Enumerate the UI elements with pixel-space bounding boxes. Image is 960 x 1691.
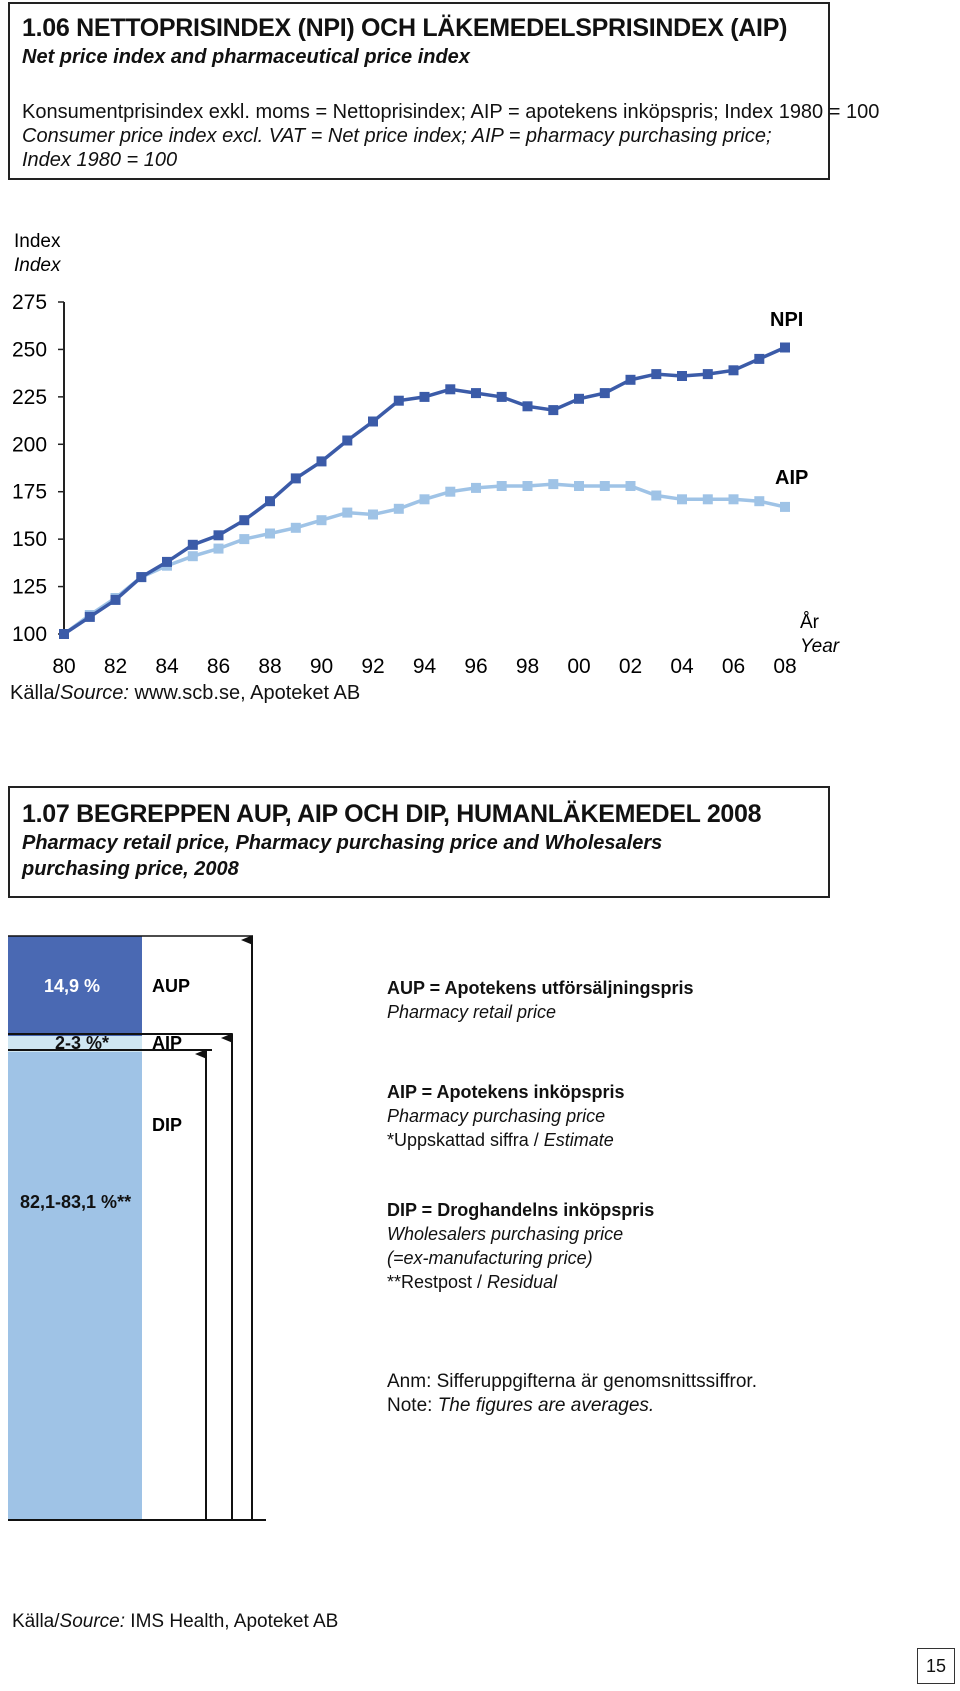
section1-description-sv: Konsumentprisindex exkl. moms = Nettoprisindex; AIP = apotekens inköpspris; Index 1980 = 100 <box>22 101 880 123</box>
data-point-aip <box>239 534 249 544</box>
data-point-aip <box>317 515 327 525</box>
data-point-npi <box>548 405 558 415</box>
data-point-npi <box>626 375 636 385</box>
dip-segment <box>8 1052 142 1520</box>
dip-label: DIP <box>152 1115 183 1135</box>
chart2-source-text: IMS Health, Apoteket AB <box>125 1611 339 1632</box>
aip-label: AIP <box>152 1033 183 1053</box>
x-tick-label: 96 <box>464 655 488 678</box>
data-point-aip <box>600 481 610 491</box>
chart2-source-label: Källa/ <box>12 1611 60 1632</box>
data-point-npi <box>188 540 198 550</box>
dip-definition-en-line2: (=ex-manufacturing price) <box>387 1248 593 1268</box>
y-tick-label: 100 <box>12 623 48 646</box>
chart1-source-label: Källa/ <box>10 682 61 704</box>
data-point-npi <box>420 392 430 402</box>
page-number: 15 <box>917 1648 955 1684</box>
aip-footnote <box>387 1128 614 1152</box>
data-point-aip <box>677 494 687 504</box>
aup-definition-en: Pharmacy retail price <box>387 1002 557 1022</box>
y-tick-label: 125 <box>12 575 48 599</box>
data-point-npi <box>703 369 713 379</box>
dip-definition-en-line1: Wholesalers purchasing price <box>387 1224 624 1244</box>
x-tick-label: 90 <box>309 655 334 678</box>
x-tick-label: 98 <box>515 655 540 678</box>
price-index-line-chart <box>0 220 900 700</box>
data-point-aip <box>548 479 558 489</box>
data-point-aip <box>188 551 198 561</box>
dip-footnote-sv: **Restpost / <box>387 1272 488 1292</box>
section2-subtitle-line1: Pharmacy retail price, Pharmacy purchasing price and Wholesalers <box>22 832 663 854</box>
x-axis-label: År <box>800 612 819 633</box>
chart1-source-text: www.scb.se, Apoteket AB <box>128 682 361 704</box>
data-point-aip <box>394 504 404 514</box>
data-point-npi <box>754 354 764 364</box>
data-point-npi <box>445 384 455 394</box>
data-point-npi <box>342 436 352 446</box>
aup-label: AUP <box>152 976 191 996</box>
section2-header-box <box>8 786 830 898</box>
data-point-aip <box>574 481 584 491</box>
data-point-npi <box>85 612 95 622</box>
aup-percent: 14,9 % <box>43 976 101 996</box>
data-point-npi <box>394 396 404 406</box>
x-tick-label: 04 <box>670 655 694 678</box>
data-point-aip <box>703 494 713 504</box>
x-tick-label: 82 <box>103 655 128 678</box>
data-point-npi <box>677 371 687 381</box>
data-point-npi <box>368 417 378 427</box>
aup-definition: AUP = Apotekens utförsäljningspris <box>387 978 694 998</box>
x-tick-label: 92 <box>361 655 385 678</box>
x-tick-label: 08 <box>773 655 797 678</box>
data-point-aip <box>342 508 352 518</box>
y-tick-label: 200 <box>12 433 48 457</box>
x-tick-label: 02 <box>618 655 643 678</box>
aip-footnote-sv: *Uppskattad siffra / <box>387 1130 544 1150</box>
data-point-aip <box>291 523 301 533</box>
chart2-source <box>12 1610 338 1634</box>
data-point-npi <box>291 473 301 483</box>
series-line-npi <box>64 348 785 635</box>
x-axis-label-en: Year <box>800 636 840 657</box>
section1-description-en-line2: Index 1980 = 100 <box>22 149 178 171</box>
x-tick-label: 80 <box>52 655 76 678</box>
data-point-npi <box>214 530 224 540</box>
dip-footnote <box>387 1270 557 1294</box>
data-point-aip <box>780 502 790 512</box>
section2-title: 1.07 BEGREPPEN AUP, AIP OCH DIP, HUMANLÄKEMEDEL 2008 <box>22 800 762 828</box>
aip-footnote-en: Estimate <box>543 1130 614 1150</box>
data-point-npi <box>136 572 146 582</box>
x-tick-label: 00 <box>567 655 591 678</box>
y-tick-label: 225 <box>12 385 48 409</box>
data-point-npi <box>111 595 121 605</box>
data-point-aip <box>445 487 455 497</box>
x-tick-label: 88 <box>258 655 282 678</box>
section1-subtitle: Net price index and pharmaceutical price index <box>22 46 470 68</box>
dip-percent: 82,1-83,1 %** <box>20 1192 132 1212</box>
data-point-npi <box>523 401 533 411</box>
dip-definition: DIP = Droghandelns inköpspris <box>387 1200 655 1220</box>
y-tick-label: 250 <box>12 338 48 362</box>
x-tick-label: 06 <box>721 655 746 678</box>
data-point-aip <box>754 496 764 506</box>
series-label-npi: NPI <box>770 309 804 331</box>
data-point-npi <box>317 456 327 466</box>
data-point-npi <box>471 388 481 398</box>
note-en <box>387 1394 654 1418</box>
chart2-source-label-en: Source: <box>59 1611 126 1632</box>
data-point-aip <box>651 491 661 501</box>
data-point-npi <box>780 343 790 353</box>
x-tick-label: 86 <box>206 655 231 678</box>
x-tick-label: 94 <box>412 655 437 678</box>
data-point-npi <box>600 388 610 398</box>
data-point-aip <box>523 481 533 491</box>
data-point-npi <box>729 365 739 375</box>
data-point-npi <box>59 629 69 639</box>
section1-description-en-line1: Consumer price index excl. VAT = Net price index; AIP = pharmacy purchasing price; <box>22 125 772 147</box>
price-composition-diagram <box>0 930 300 1610</box>
y-axis-label: Index <box>14 231 61 252</box>
y-axis-label-en: Index <box>14 255 61 276</box>
aip-definition-en: Pharmacy purchasing price <box>387 1106 606 1126</box>
dip-footnote-en: Residual <box>487 1272 558 1292</box>
data-point-npi <box>651 369 661 379</box>
series-label-aip: AIP <box>775 467 809 489</box>
data-point-npi <box>162 557 172 567</box>
data-point-aip <box>471 483 481 493</box>
chart1-source-label-en: Source: <box>60 682 129 704</box>
y-tick-label: 175 <box>12 480 48 504</box>
note-label: Note: <box>387 1395 438 1416</box>
data-point-aip <box>265 529 275 539</box>
data-point-npi <box>574 394 584 404</box>
aip-definition: AIP = Apotekens inköpspris <box>387 1082 625 1102</box>
section1-header-box <box>8 2 880 180</box>
data-point-aip <box>497 481 507 491</box>
chart1-source <box>10 681 360 705</box>
data-point-aip <box>626 481 636 491</box>
x-tick-label: 84 <box>155 655 179 678</box>
y-tick-label: 150 <box>12 528 48 552</box>
data-point-aip <box>729 494 739 504</box>
note-text: The figures are averages. <box>437 1395 655 1416</box>
data-point-npi <box>265 496 275 506</box>
data-point-npi <box>497 392 507 402</box>
section2-subtitle-line2: purchasing price, 2008 <box>22 858 239 880</box>
data-point-npi <box>239 515 249 525</box>
data-point-aip <box>420 494 430 504</box>
y-tick-label: 275 <box>12 291 48 314</box>
note-sv: Anm: Sifferuppgifterna är genomsnittssiffror. <box>387 1371 757 1392</box>
section1-title: 1.06 NETTOPRISINDEX (NPI) OCH LÄKEMEDELSPRISINDEX (AIP) <box>22 14 788 42</box>
data-point-aip <box>368 510 378 520</box>
data-point-aip <box>214 544 224 554</box>
aip-percent: 2-3 %* <box>54 1033 110 1053</box>
